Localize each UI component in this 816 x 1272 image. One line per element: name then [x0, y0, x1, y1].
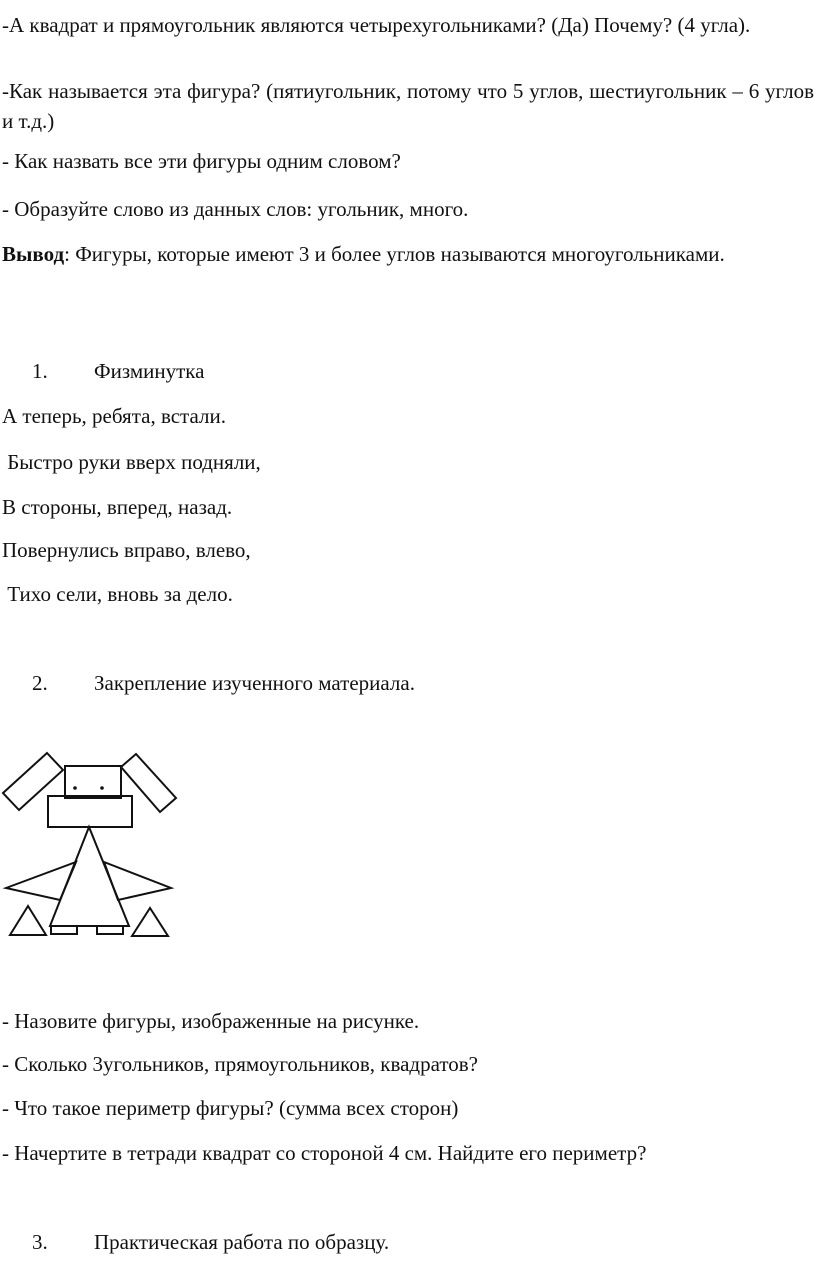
poem-line-5: Тихо сели, вновь за дело.	[2, 582, 233, 606]
left-arm-triangle	[6, 862, 76, 900]
right-hand-triangle	[132, 908, 168, 936]
conclusion-paragraph	[2, 239, 814, 269]
poem-line-2: Быстро руки вверх подняли,	[2, 450, 261, 474]
left-foot-rectangle	[51, 926, 77, 934]
section-3-title: Практическая работа по образцу.	[94, 1230, 390, 1254]
intro-question-4: - Образуйте слово из данных слов: угольник, много.	[2, 197, 469, 221]
section-3-number: 3.	[32, 1230, 48, 1254]
right-arm-triangle	[104, 862, 171, 900]
body-triangle	[50, 827, 129, 926]
right-ear-rectangle	[121, 754, 176, 812]
intro-question-3: - Как назвать все эти фигуры одним словом?	[2, 149, 401, 173]
intro-question-1: -А квадрат и прямоугольник являются четырехугольниками? (Да) Почему? (4 угла).	[2, 13, 751, 37]
left-hand-triangle	[10, 906, 46, 935]
section-2-question-4: - Начертите в тетради квадрат со стороной 4 см. Найдите его периметр?	[2, 1141, 647, 1165]
poem-line-1: А теперь, ребята, встали.	[2, 404, 226, 428]
section-1-number: 1.	[32, 359, 48, 383]
poem-line-3: В стороны, вперед, назад.	[2, 495, 233, 519]
section-1-title: Физминутка	[94, 359, 205, 383]
left-ear-rectangle	[3, 753, 63, 810]
head-square	[65, 766, 121, 798]
section-2-number: 2.	[32, 671, 48, 695]
section-2-question-1: - Назовите фигуры, изображенные на рисунке.	[2, 1009, 420, 1033]
left-eye	[73, 786, 77, 790]
conclusion-label: Вывод	[2, 242, 65, 266]
right-eye	[100, 786, 104, 790]
conclusion-text: : Фигуры, которые имеют 3 и более углов называются многоугольниками.	[64, 242, 725, 266]
section-2-title: Закрепление изученного материала.	[94, 671, 415, 695]
poem-line-4: Повернулись вправо, влево,	[2, 538, 251, 562]
intro-question-2: -Как называется эта фигура? (пятиугольник, потому что 5 углов, шестиугольник – 6 углов и т.д.)	[2, 79, 814, 133]
section-2-question-2: - Сколько 3угольников, прямоугольников, квадратов?	[2, 1052, 478, 1076]
section-2-question-3: - Что такое периметр фигуры? (сумма всех сторон)	[2, 1096, 459, 1120]
right-foot-rectangle	[97, 926, 123, 934]
muzzle-rectangle	[48, 796, 132, 827]
geometric-figure-drawing	[0, 748, 180, 940]
